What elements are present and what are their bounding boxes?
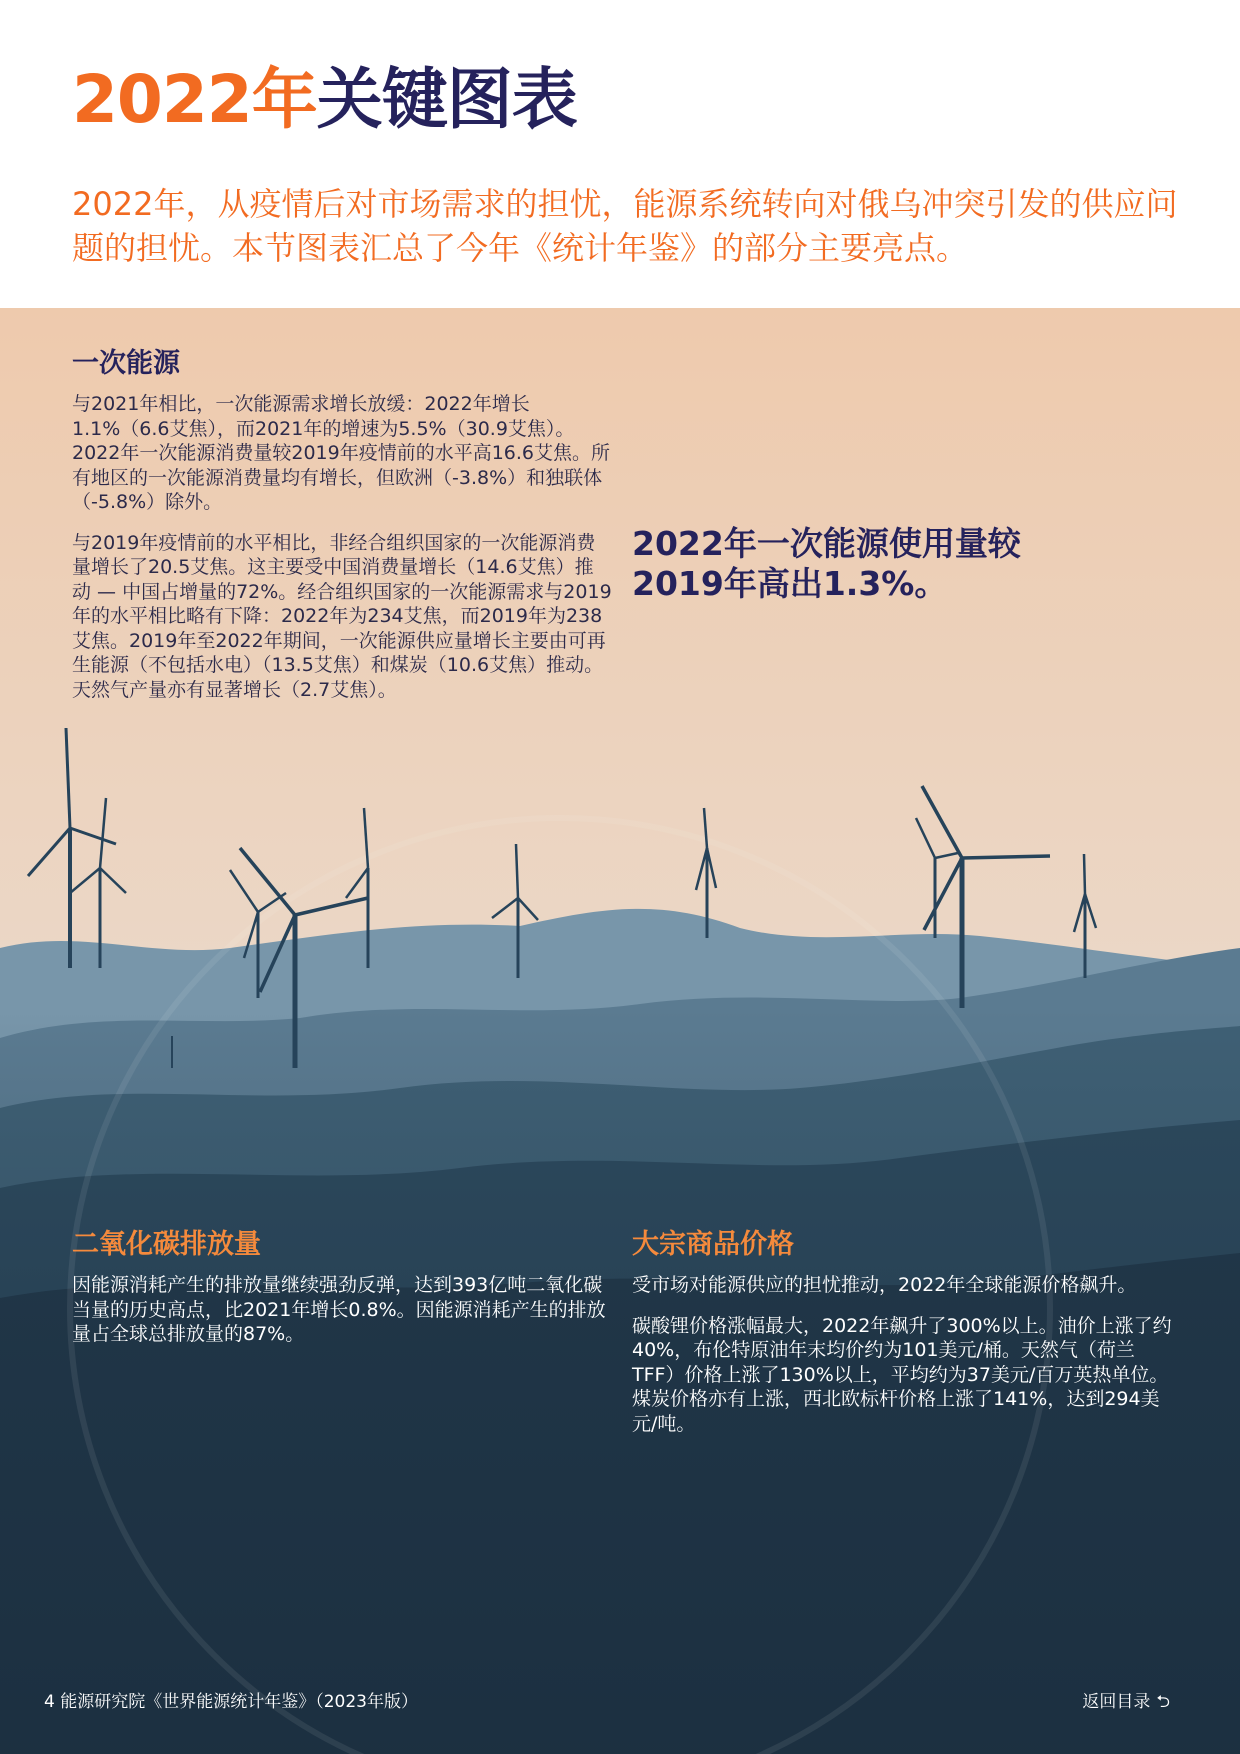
commodity-prices-paragraph-1: 受市场对能源供应的担忧推动，2022年全球能源价格飙升。: [632, 1274, 1137, 1296]
publication-name: 能源研究院《世界能源统计年鉴》（2023年版）: [60, 1692, 418, 1712]
title-year: 2022年: [72, 61, 317, 138]
intro-text: 2022年，从疫情后对市场需求的担忧，能源系统转向对俄乌冲突引发的供应问题的担忧。本节图表汇总了今年《统计年鉴》的部分主要亮点。: [72, 185, 1178, 267]
primary-energy-section: [72, 344, 612, 718]
primary-energy-paragraph-2: 与2019年疫情前的水平相比，非经合组织国家的一次能源消费量增长了20.5艾焦。这主要受中国消费量增长（14.6艾焦）推动 — 中国占增量的72%。经合组织国家的一次能源需求与2019年的水平相比略有下降：2022年为234艾焦，而2019年为238艾焦。2019年至2022年期间，一次能源供应量增长主要由可再生能源（不包括水电）（13.5艾焦）和煤炭（10.6艾焦）推动。天然气产量亦有显著增长（2.7艾焦）。: [72, 531, 612, 701]
page-footer: [44, 1690, 418, 1714]
back-to-contents-label: 返回目录: [1082, 1692, 1151, 1712]
page-title: [72, 58, 577, 142]
co2-emissions-paragraph: 因能源消耗产生的排放量继续强劲反弹，达到393亿吨二氧化碳当量的历史高点，比2021年增长0.8%。因能源消耗产生的排放量占全球总排放量的87%。: [72, 1274, 606, 1345]
page-header: [0, 0, 1240, 308]
commodity-prices-heading: 大宗商品价格: [632, 1229, 794, 1260]
primary-energy-paragraph-1: 与2021年相比，一次能源需求增长放缓：2022年增长1.1%（6.6艾焦），而2021年的增速为5.5%（30.9艾焦）。2022年一次能源消费量较2019年疫情前的水平高16.6艾焦。所有地区的一次能源消费量均有增长，但欧洲（-3.8%）和独联体（-5.8%）除外。: [72, 393, 611, 513]
co2-emissions-section: [72, 1225, 617, 1363]
return-arrow-icon: ⮌: [1156, 1692, 1170, 1712]
page-number: 4: [44, 1692, 55, 1712]
primary-energy-callout: 2022年一次能源使用量较2019年高出1.3%。: [632, 524, 1021, 603]
commodity-prices-section: [632, 1225, 1172, 1452]
commodity-prices-paragraph-2: 碳酸锂价格涨幅最大，2022年飙升了300%以上。油价上涨了约40%，布伦特原油年末均价约为101美元/桶。天然气（荷兰TFF）价格上涨了130%以上，平均约为37美元/百万英热单位。煤炭价格亦有上涨，西北欧标杆价格上涨了141%，达到294美元/吨。: [632, 1314, 1172, 1435]
primary-energy-heading: 一次能源: [72, 348, 180, 379]
back-to-contents-link[interactable]: [1082, 1690, 1170, 1714]
title-text: 关键图表: [316, 61, 577, 138]
co2-emissions-heading: 二氧化碳排放量: [72, 1229, 261, 1260]
